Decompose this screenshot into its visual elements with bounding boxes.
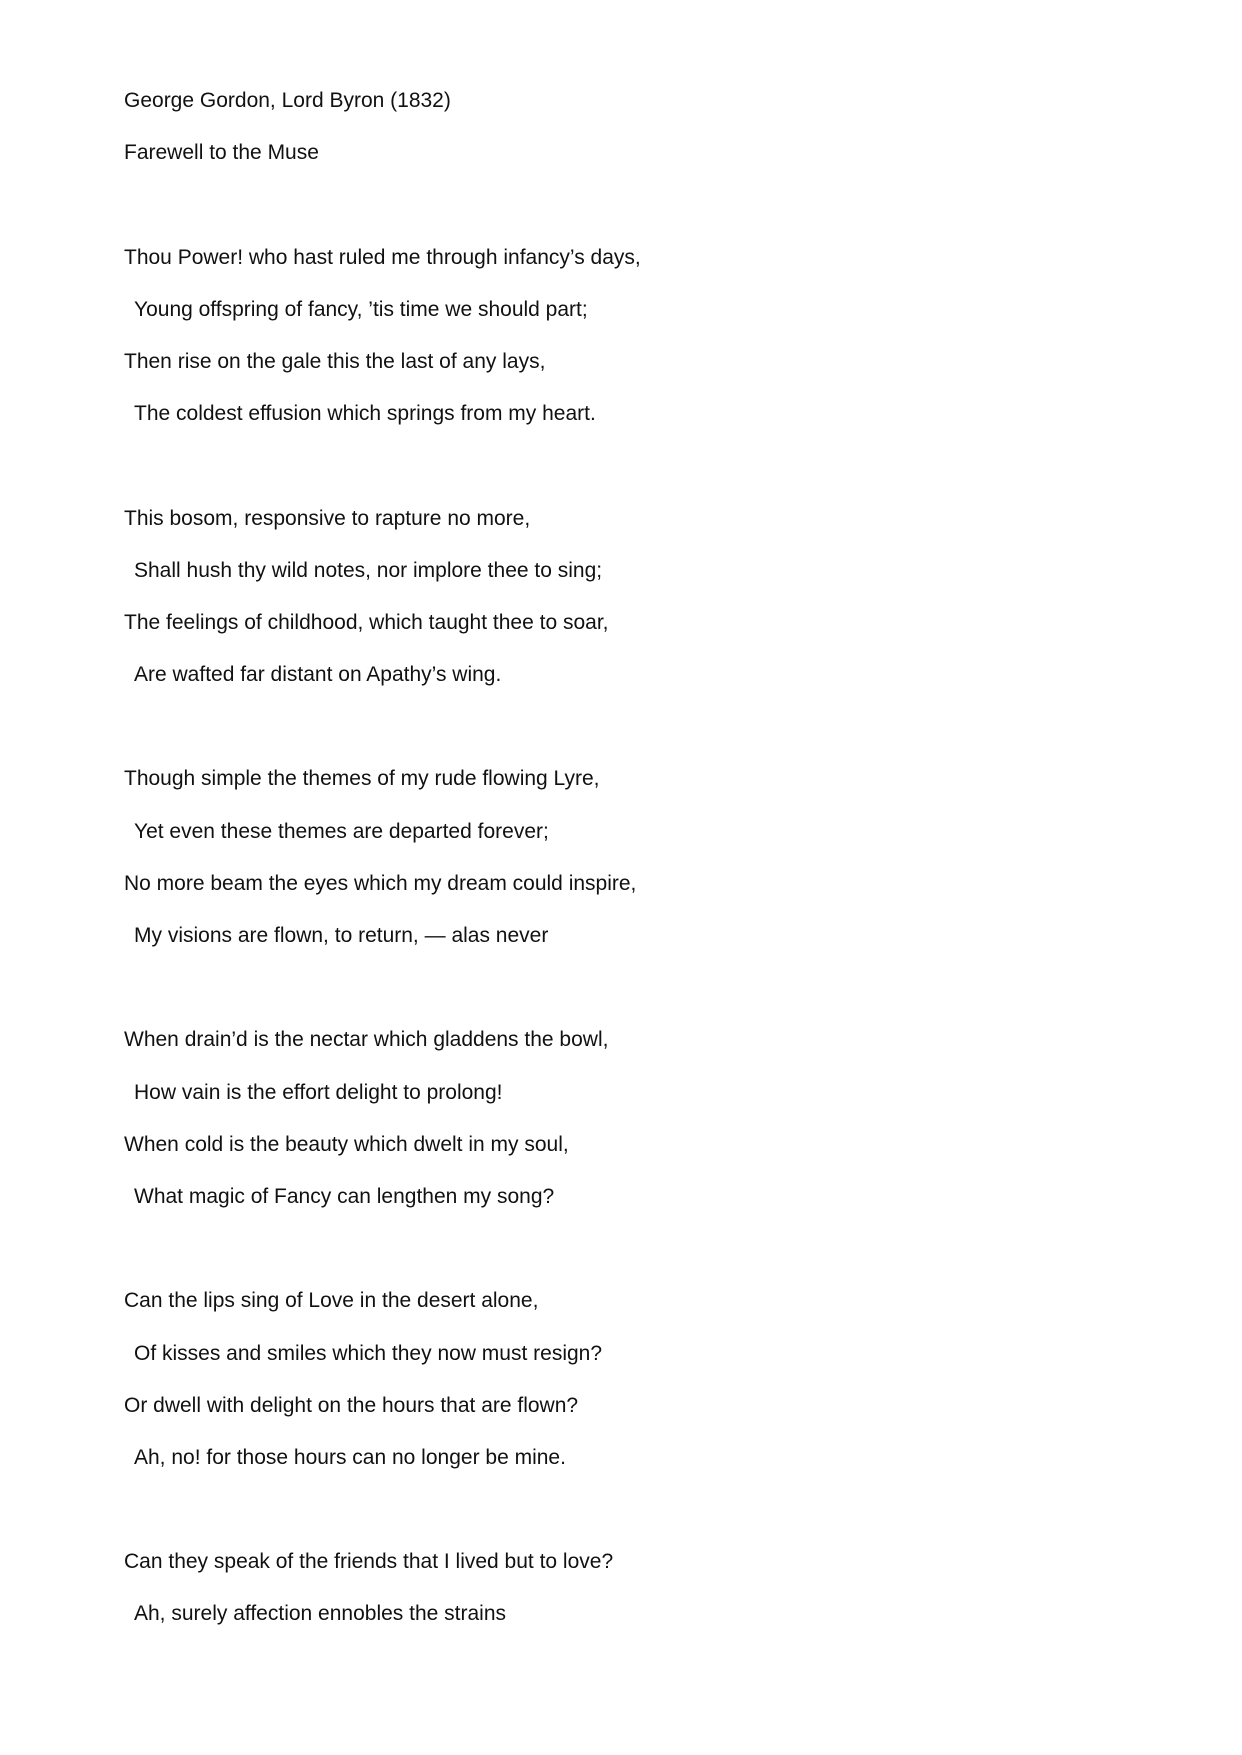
- stanza-2: [124, 504, 1124, 713]
- poem-line: Can the lips sing of Love in the desert alone,: [124, 1289, 539, 1313]
- poem-line: The feelings of childhood, which taught thee to soar,: [124, 610, 609, 634]
- spacer: [124, 451, 1124, 503]
- poem-line: Or dwell with delight on the hours that are flown?: [124, 1393, 579, 1417]
- poem-line: No more beam the eyes which my dream could inspire,: [124, 871, 637, 895]
- stanza-1: [124, 243, 1124, 452]
- poem-line: How vain is the effort delight to prolong!: [134, 1080, 503, 1104]
- poem-line: Young offspring of fancy, ’tis time we should part;: [134, 297, 588, 321]
- poem-line: What magic of Fancy can lengthen my song?: [134, 1184, 555, 1208]
- poem-line: When cold is the beauty which dwelt in my soul,: [124, 1132, 569, 1156]
- poem-line: Yet even these themes are departed forever;: [134, 819, 549, 843]
- poem-document: [124, 86, 1124, 1652]
- poem-line: Ah, no! for those hours can no longer be mine.: [134, 1445, 566, 1469]
- spacer: [124, 1234, 1124, 1286]
- stanza-5: [124, 1286, 1124, 1495]
- poem-line: The coldest effusion which springs from my heart.: [134, 402, 596, 426]
- poem-line: When drain’d is the nectar which gladdens the bowl,: [124, 1028, 609, 1052]
- author-line: George Gordon, Lord Byron (1832): [124, 89, 451, 112]
- poem-line: Can they speak of the friends that I lived but to love?: [124, 1550, 614, 1574]
- poem-line: Are wafted far distant on Apathy’s wing.: [134, 663, 502, 687]
- poem-line: Shall hush thy wild notes, nor implore thee to sing;: [134, 558, 603, 582]
- poem-line: Then rise on the gale this the last of any lays,: [124, 349, 546, 373]
- poem-line: Of kisses and smiles which they now must resign?: [134, 1341, 603, 1365]
- poem-line: This bosom, responsive to rapture no more,: [124, 506, 531, 530]
- stanza-4: [124, 1025, 1124, 1234]
- spacer: [124, 973, 1124, 1025]
- stanza-3: [124, 764, 1124, 973]
- poem-line: Thou Power! who hast ruled me through infancy’s days,: [124, 245, 641, 269]
- spacer: [124, 1495, 1124, 1547]
- poem-line: Ah, surely affection ennobles the strains: [134, 1602, 507, 1626]
- spacer: [124, 190, 1124, 242]
- spacer: [124, 712, 1124, 764]
- poem-line: My visions are flown, to return, — alas never: [134, 924, 549, 947]
- stanza-6: [124, 1547, 1124, 1651]
- poem-title: Farewell to the Muse: [124, 141, 319, 165]
- poem-line: Though simple the themes of my rude flowing Lyre,: [124, 767, 600, 791]
